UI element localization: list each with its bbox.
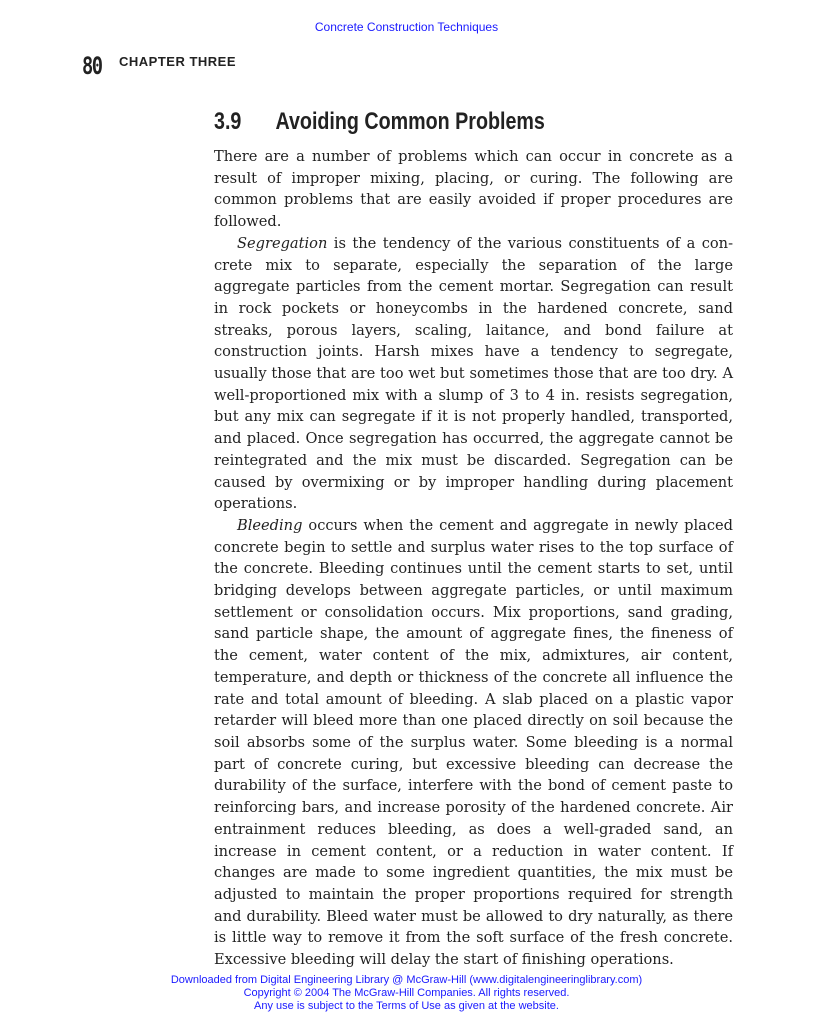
page-number: 80 [82,52,102,80]
body-text [214,146,733,971]
footer-terms-link[interactable]: Any use is subject to the Terms of Use as given at the website. [254,1000,559,1012]
term-segregation: Segregation [237,234,328,252]
footer-copyright: Copyright © 2004 The McGraw-Hill Companies. All rights reserved. [243,987,570,999]
book-title-link[interactable]: Concrete Construction Techniques [314,20,499,34]
segregation-text: is the tendency of the various constituents of a concrete mix to separate, especially the separation of the large aggregate particles from the cement mortar. Segregation can result in rock pockets or honeycombs in the hardened concrete, sand streaks, porous layers, scaling, laitance, and bond failure at construction joints. Harsh mixes have a tendency to segregate, usually those that are too wet but sometimes those that are too dry. A well-proportioned mix with a slump of 3 to 4 in. resists segregation, but any mix can segregate if it is not properly handled, transported, and placed. Once segregation has occurred, the aggregate cannot be reintegrated and the mix must be discarded. Segregation can be caused by overmixing or by improper handling during placement operations. [214,234,733,513]
section-number: 3.9 [214,108,242,135]
chapter-label: CHAPTER THREE [119,54,237,69]
footer [0,974,813,1013]
footer-download-link[interactable]: Downloaded from Digital Engineering Library @ McGraw-Hill (www.digitalengineeringlibrary.com) [170,974,643,986]
paragraph-bleeding [214,515,733,971]
section-heading [214,108,545,136]
section-title: Avoiding Common Problems [275,108,545,135]
paragraph-intro: There are a number of problems which can occur in concrete as a result of improper mixing, placing, or curing. The following are common problems that are easily avoided if proper procedures are followed. [214,148,733,231]
paragraph-segregation [214,233,733,515]
bleeding-text: occurs when the cement and aggregate in newly placed concrete begin to settle and surplus water rises to the top surface of the concrete. Bleeding continues until the cement starts to set, until bridging develops between aggregate particles, or until maximum settlement or consolidation occurs. Mix proportions, sand grading, sand particle shape, the amount of aggregate fines, the fineness of the cement, water content of the mix, admixtures, air content, temperature, and depth or thickness of the concrete all influence the rate and total amount of bleeding. A slab placed on a plastic vapor retarder will bleed more than one placed directly on soil because the soil absorbs some of the surplus water. Some bleeding is a normal part of concrete curing, but excessive bleeding can decrease the durability of the surface, interfere with the bond of cement paste to reinforcing bars, and increase porosity of the hardened concrete. Air entrainment reduces bleeding, as does a well-graded sand, an increase in cement content, or a reduction in water content. If changes are made to some ingredient quantities, the mix must be adjusted to maintain the proper proportions required for strength and durability. Bleed water must be allowed to dry naturally, as there is little way to remove it from the soft surface of the fresh concrete. Excessive bleeding will delay the start of finishing operations. [214,516,733,969]
term-bleeding: Bleeding [237,516,303,534]
